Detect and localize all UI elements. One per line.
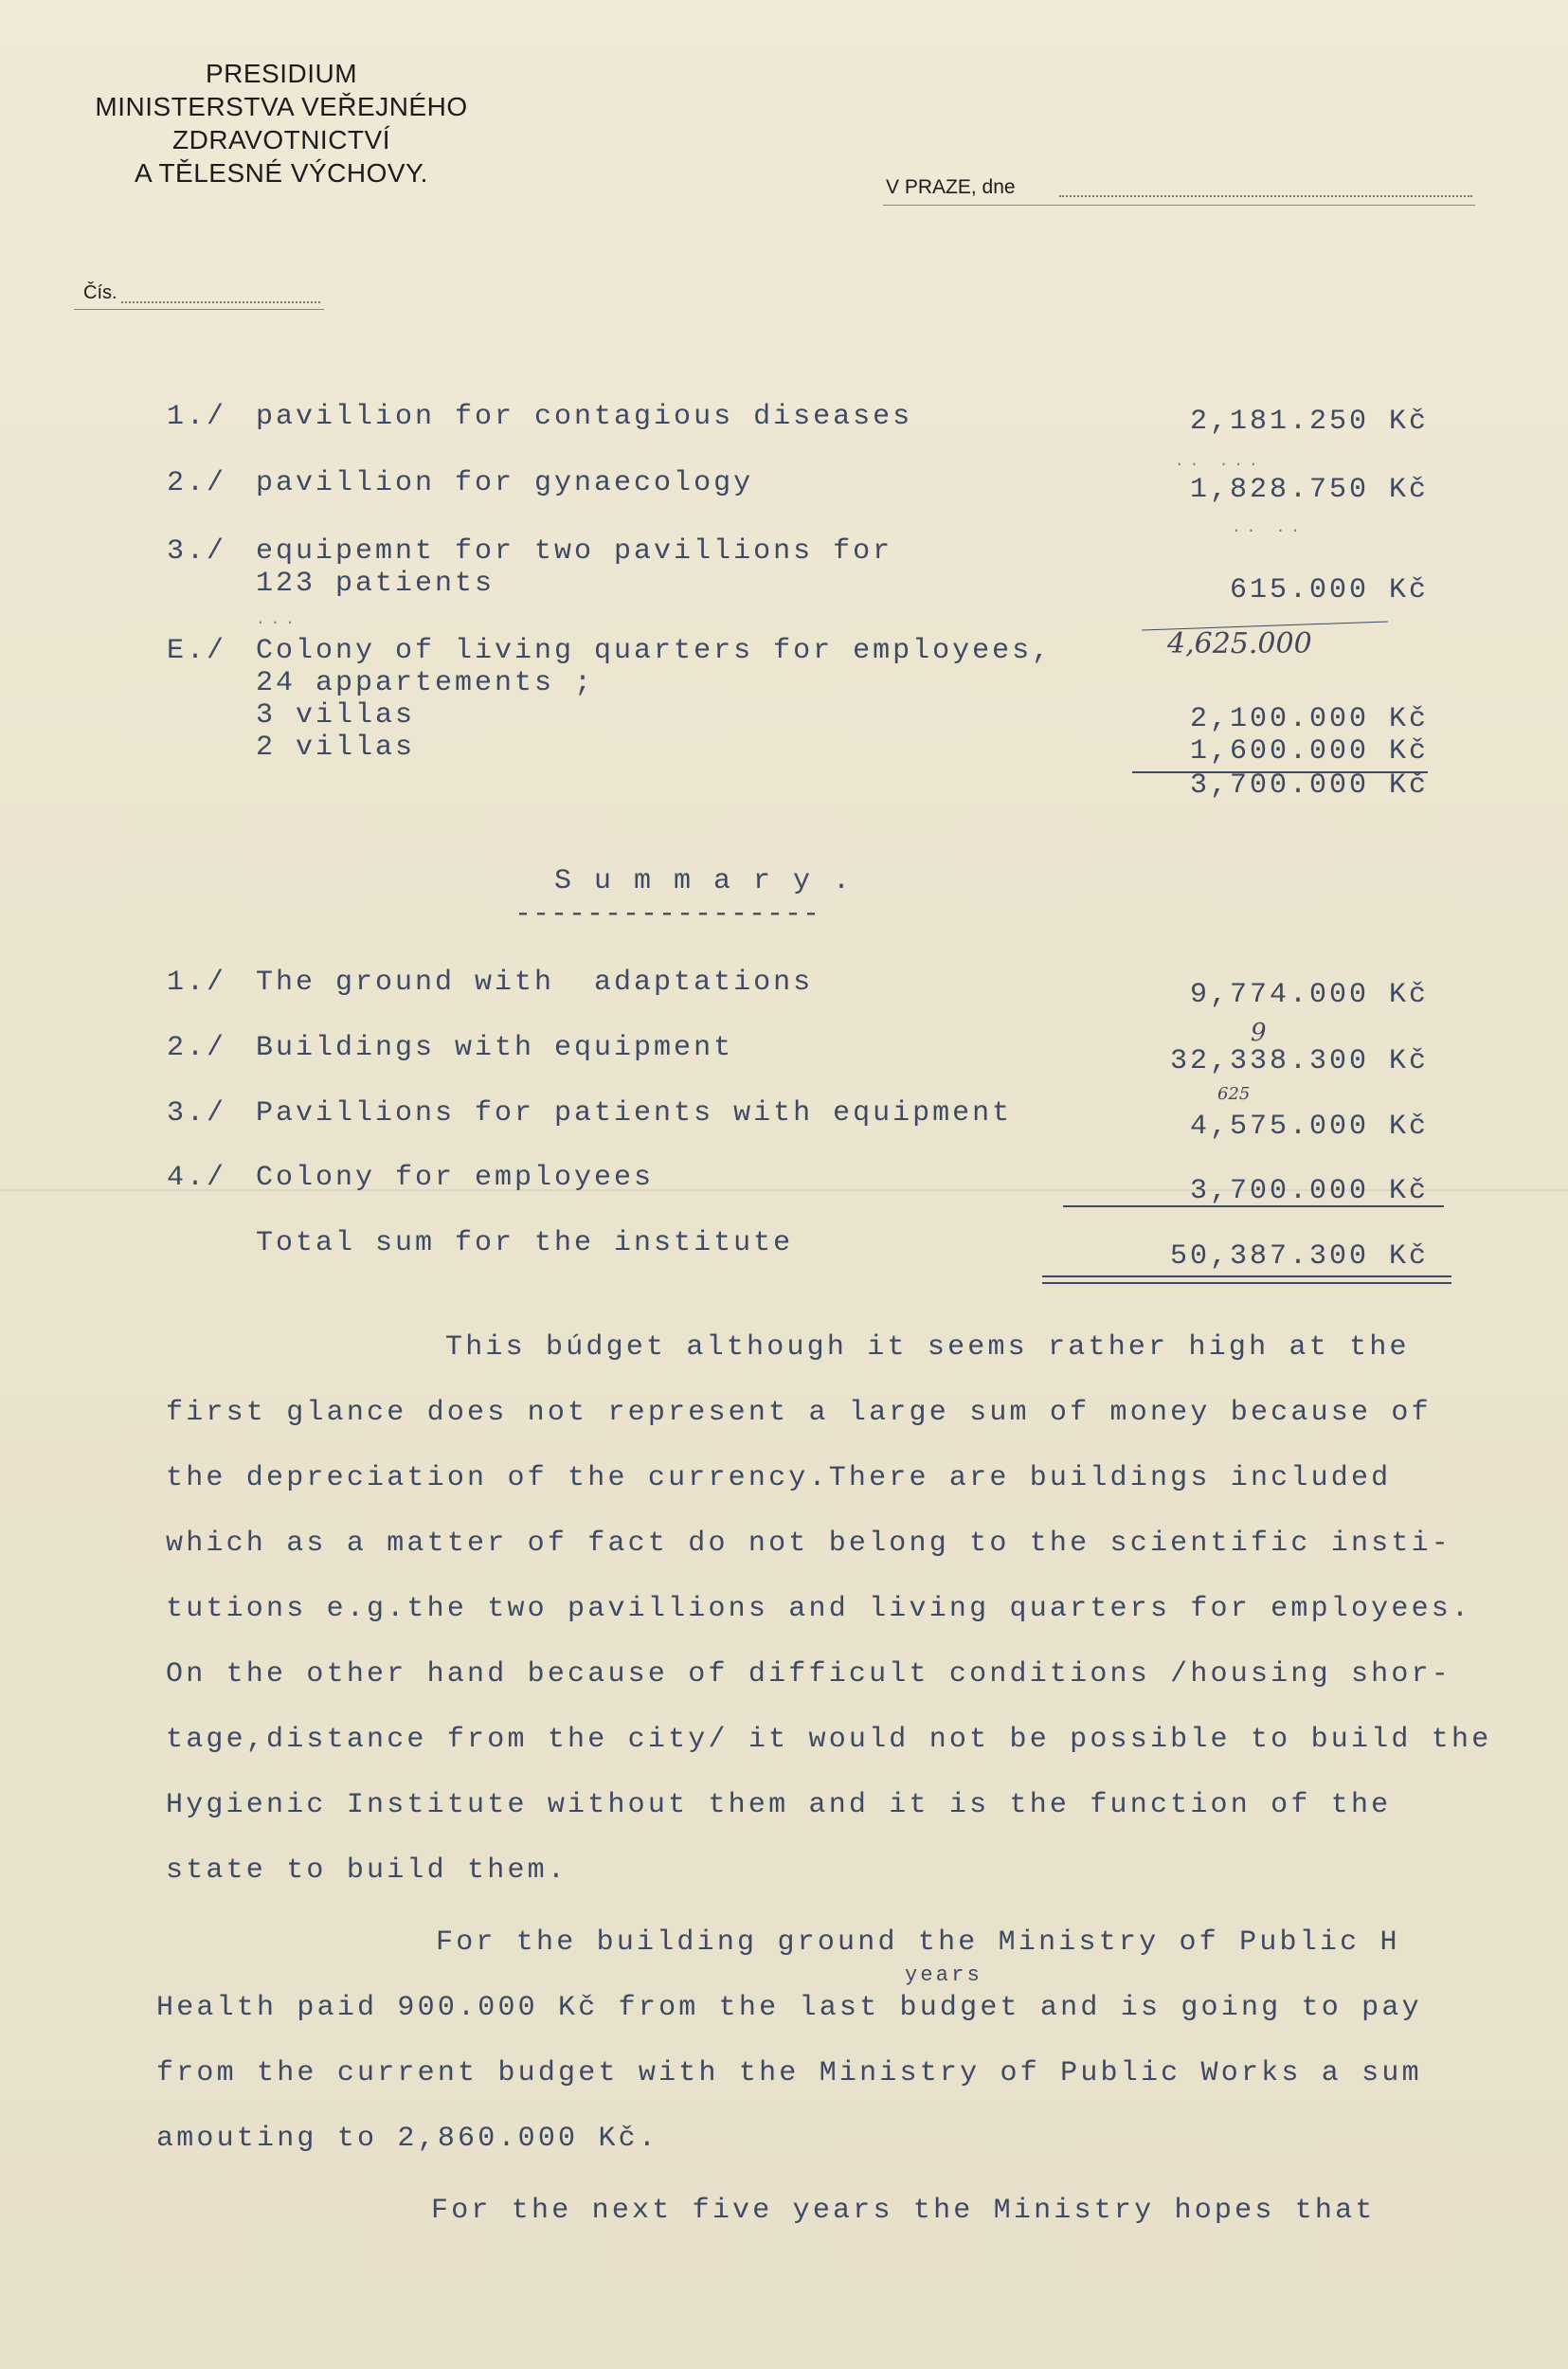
letterhead [78, 57, 485, 190]
summary-row-2-amount: 32,338.300 Kč [1169, 1045, 1429, 1077]
item-E-villas-2-label: 2 villas [256, 732, 416, 764]
summary-row-3-number: 3./ [167, 1097, 227, 1130]
summary-total-rule-2 [1042, 1282, 1451, 1284]
item-2-amount: 1,828.750 Kč [1189, 474, 1429, 506]
summary-row-3-amount: 4,575.000 Kč [1189, 1111, 1429, 1143]
summary-title-underline: ----------------- [514, 898, 821, 931]
handwritten-total-note: 4,625.000 [1167, 627, 1312, 660]
item-3-number: 3./ [167, 535, 227, 568]
paragraph-1-line-4: which as a matter of fact do not belong to the scientific insti- [166, 1528, 1451, 1560]
letterhead-line-3: ZDRAVOTNICTVÍ [172, 125, 390, 154]
paragraph-2-line-4: amouting to 2,860.000 Kč. [156, 2123, 659, 2155]
paragraph-1-line-2: first glance does not represent a large sum of money because of [166, 1397, 1432, 1429]
item-E-text: Colony of living quarters for employees, [256, 635, 1053, 667]
paragraph-1-line-8: Hygienic Institute without them and it is the function of the [166, 1789, 1392, 1821]
summary-total-rule-1 [1042, 1275, 1451, 1277]
item-E-text-cont: 24 appartements ; [256, 667, 595, 699]
item-1-amount: 2,181.250 Kč [1189, 406, 1429, 438]
paragraph-2-line-2: Health paid 900.000 Kč from the last budget and is going to pay [156, 1992, 1422, 2024]
handwritten-correction-2: 9 [1251, 1019, 1267, 1047]
item-3-amount: 615.000 Kč [1229, 574, 1429, 606]
summary-row-1-text: The ground with adaptations [256, 967, 814, 999]
reference-number-label: Čís. [83, 282, 117, 303]
summary-total-amount: 50,387.300 Kč [1169, 1240, 1429, 1273]
summary-row-4-number: 4./ [167, 1162, 227, 1194]
summary-row-2-number: 2./ [167, 1032, 227, 1064]
item-E-villas-3-label: 3 villas [256, 699, 416, 732]
paragraph-1-line-9: state to build them. [166, 1854, 568, 1887]
date-dotted-line [1059, 195, 1472, 197]
paragraph-1-line-6: On the other hand because of difficult conditions /housing shor- [166, 1658, 1451, 1691]
letterhead-line-1: PRESIDIUM [205, 59, 358, 88]
item-E-number: E./ [167, 635, 227, 667]
item-3-text-cont: 123 patients [256, 568, 496, 600]
item-E-villas-3-amount: 2,100.000 Kč [1189, 703, 1429, 735]
item-E-villas-2-amount: 1,600.000 Kč [1189, 735, 1429, 768]
paragraph-2-line-3: from the current budget with the Ministry of Public Works a sum [156, 2057, 1422, 2089]
place-date-label: V PRAZE, dne [886, 176, 1016, 198]
summary-row-2-text: Buildings with equipment [256, 1032, 734, 1064]
item-E-total-amount: 3,700.000 Kč [1189, 769, 1429, 802]
date-underline [883, 205, 1475, 206]
summary-total-label: Total sum for the institute [256, 1227, 794, 1259]
letterhead-line-2: MINISTERSTVA VEŘEJNÉHO [95, 92, 468, 121]
item-3-text: equipemnt for two pavillions for [256, 535, 893, 568]
item-2-marks: .. .. [1232, 519, 1307, 536]
summary-row-4-text: Colony for employees [256, 1162, 655, 1194]
paragraph-2-line-1: For the building ground the Ministry of Public H [436, 1926, 1400, 1959]
summary-row-4-amount: 3,700.000 Kč [1189, 1175, 1429, 1207]
summary-row-1-amount: 9,774.000 Kč [1189, 979, 1429, 1011]
item-1-marks: .. ... [1175, 453, 1264, 470]
paragraph-1-line-1: This búdget although it seems rather high at the [445, 1331, 1410, 1364]
summary-row-1-number: 1./ [167, 967, 227, 999]
item-2-number: 2./ [167, 467, 227, 499]
handwritten-correction-3: 625 [1217, 1084, 1251, 1104]
paragraph-2-insert: years [905, 1963, 983, 1987]
summary-row-3-text: Pavillions for patients with equipment [256, 1097, 1013, 1130]
summary-title: S u m m a r y . [554, 865, 854, 897]
item-2-text: pavillion for gynaecology [256, 467, 754, 499]
paragraph-1-line-3: the depreciation of the currency.There are buildings included [166, 1462, 1392, 1494]
letterhead-line-4: A TĚLESNÉ VÝCHOVY. [135, 158, 428, 188]
item-1-number: 1./ [167, 401, 227, 433]
item-3-marks: ... [256, 611, 300, 628]
paragraph-3-line-1: For the next five years the Ministry hopes that [431, 2195, 1376, 2227]
reference-dotted-line [121, 301, 320, 303]
item-1-text: pavillion for contagious diseases [256, 401, 913, 433]
paragraph-1-line-7: tage,distance from the city/ it would not be possible to build the [166, 1724, 1492, 1756]
reference-underline [74, 309, 324, 310]
paragraph-1-line-5: tutions e.g.the two pavillions and living quarters for employees. [166, 1593, 1472, 1625]
